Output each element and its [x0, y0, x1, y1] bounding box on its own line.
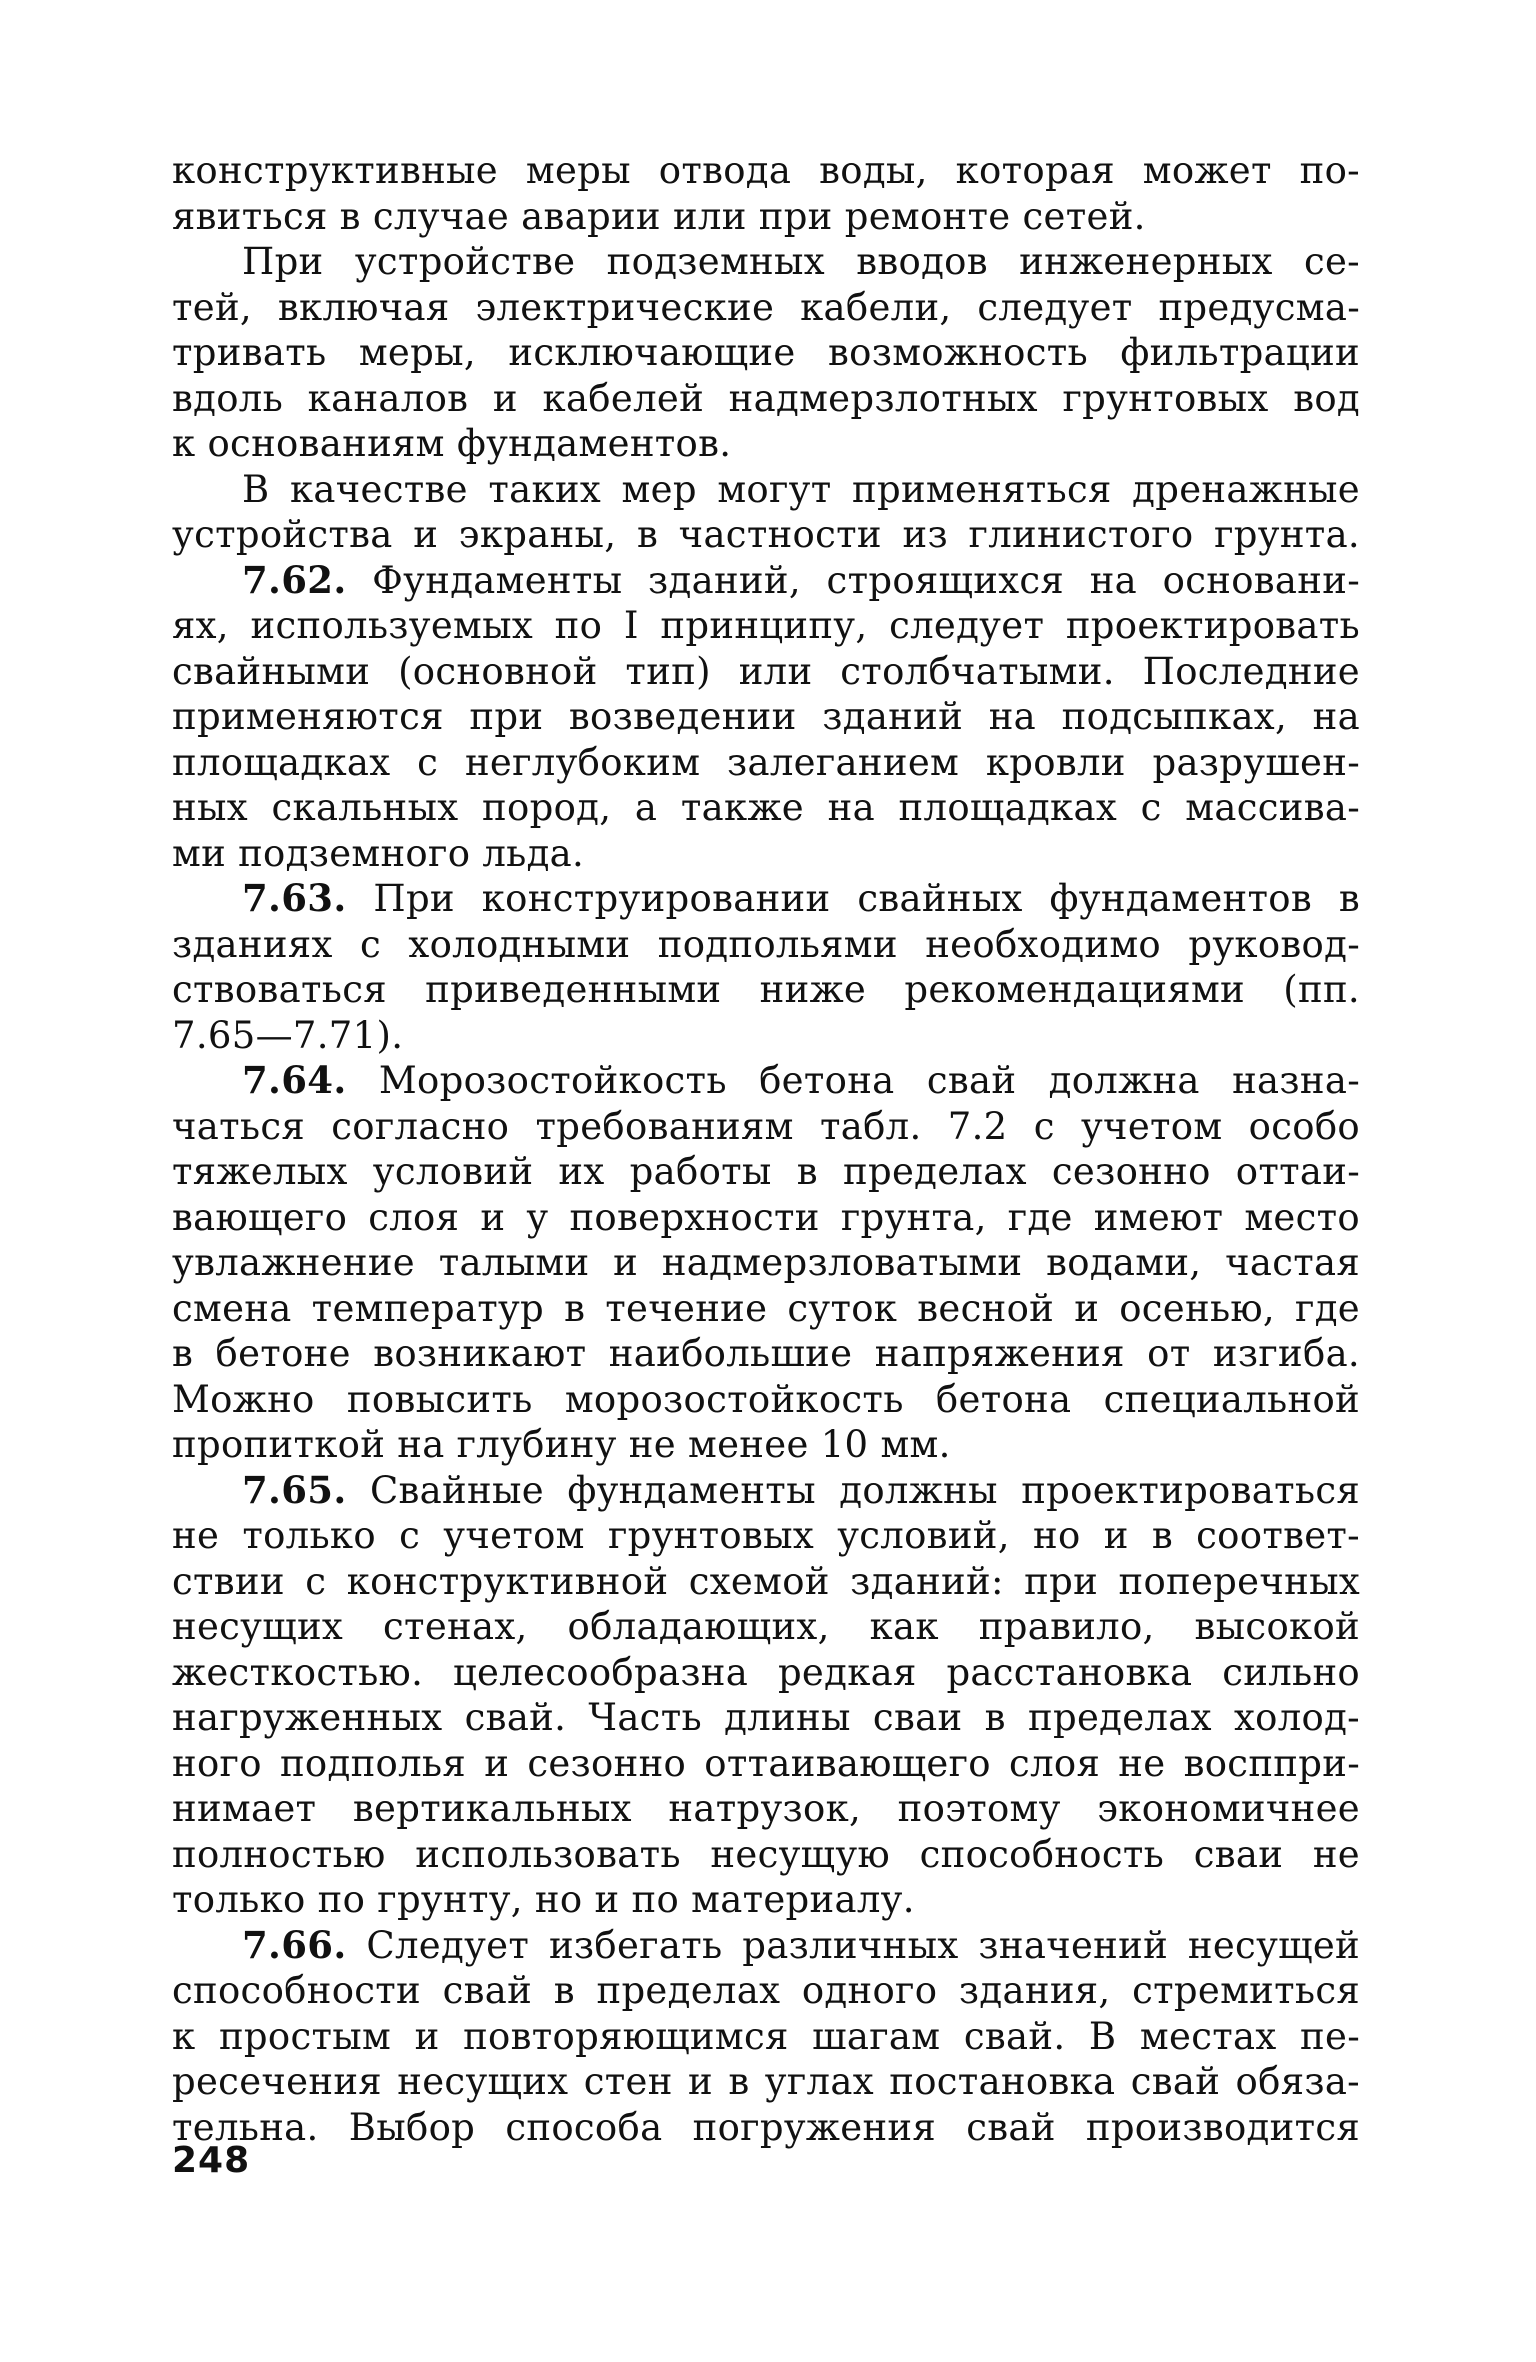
text-line: в бетоне возникают наибольшие напряжения от изгиба.	[172, 1332, 1360, 1375]
text-line	[172, 558, 1360, 604]
text-line: явиться в случае аварии или при ремонте сетей.	[172, 194, 1146, 238]
text-line: полностью использовать несущую способность сваи не	[172, 1832, 1360, 1876]
text-line: 7.65—7.71).	[172, 1013, 404, 1057]
text-line: нагруженных свай. Часть длины сваи в пределах холод-	[172, 1696, 1360, 1739]
text-line: ях, используемых по I принципу, следует проектировать	[172, 604, 1360, 647]
section-number: 7.62.	[242, 557, 347, 602]
text-line: Можно повысить морозостойкость бетона специальной	[172, 1377, 1360, 1421]
text-line: увлажнение талыми и надмерзловатыми водами, частая	[172, 1241, 1360, 1284]
text-line: площадках с неглубоким залеганием кровли разрушен-	[172, 740, 1360, 784]
text-line: тривать меры, исключающие возможность фильтрации	[172, 331, 1360, 374]
text-line: тяжелых условий их работы в пределах сезонно оттаи-	[172, 1150, 1360, 1193]
paragraph-7-64	[172, 1058, 1360, 1468]
line-text: Свайные фундаменты должны проектироваться	[369, 1468, 1360, 1512]
text-line	[172, 876, 1360, 922]
text-line: к основаниям фундаментов.	[172, 422, 732, 465]
section-number: 7.66.	[242, 1922, 347, 1967]
text-line: вдоль каналов и кабелей надмерзлотных грунтовых вод	[172, 376, 1360, 420]
text-line: ресечения несущих стен и в углах постановка свай обяза-	[172, 2060, 1360, 2103]
text-line	[172, 1923, 1360, 1969]
text-line: только по грунту, но и по материалу.	[172, 1878, 915, 1921]
text-line: не только с учетом грунтовых условий, но и в соответ-	[172, 1514, 1360, 1557]
paragraph	[172, 467, 1360, 558]
text-line: устройства и экраны, в частности из глинистого грунта.	[172, 513, 1360, 556]
text-line: тей, включая электрические кабели, следует предусма-	[172, 285, 1360, 329]
text-line: свайными (основной тип) или столбчатыми. Последние	[172, 649, 1360, 693]
text-line: ного подполья и сезонно оттаивающего слоя не восппри-	[172, 1741, 1360, 1785]
paragraph-7-65	[172, 1468, 1360, 1923]
paragraph-7-62	[172, 558, 1360, 877]
text-line: вающего слоя и у поверхности грунта, где имеют место	[172, 1195, 1360, 1239]
text-line: к простым и повторяющимся шагам свай. В местах пе-	[172, 2014, 1360, 2058]
section-number: 7.65.	[242, 1467, 347, 1512]
paragraph	[172, 148, 1360, 239]
text-line	[172, 1468, 1360, 1514]
text-line	[172, 1058, 1360, 1104]
text-line: В качестве таких мер могут применяться дренажные	[242, 467, 1360, 511]
text-line: смена температур в течение суток весной и осенью, где	[172, 1286, 1360, 1330]
section-number: 7.64.	[242, 1058, 347, 1102]
line-text: Фундаменты зданий, строящихся на основани-	[372, 558, 1361, 602]
paragraph-7-63	[172, 876, 1360, 1058]
text-line: пропиткой на глубину не менее 10 мм.	[172, 1423, 951, 1466]
line-text: Морозостойкость бетона свай должна назна-	[378, 1059, 1361, 1102]
text-line: ствоваться приведенными ниже рекомендациями (пп.	[172, 968, 1360, 1011]
line-text: Следует избегать различных значений несущей	[366, 1923, 1361, 1967]
text-line: нимает вертикальных натрузок, поэтому экономичнее	[172, 1787, 1360, 1830]
text-line: зданиях с холодными подпольями необходимо руковод-	[172, 922, 1360, 966]
paragraph-7-66	[172, 1923, 1360, 2151]
text-line: применяются при возведении зданий на подсыпках, на	[172, 695, 1360, 738]
text-line: чаться согласно требованиям табл. 7.2 с учетом особо	[172, 1104, 1360, 1148]
text-line: жесткостью. целесообразна редкая расстановка сильно	[172, 1650, 1360, 1694]
page-number: 248	[172, 2140, 251, 2181]
text-line: ми подземного льда.	[172, 831, 585, 875]
document-body	[172, 148, 1360, 2150]
text-line: конструктивные меры отвода воды, которая может по-	[172, 149, 1360, 192]
paragraph	[172, 239, 1360, 467]
text-line: способности свай в пределах одного здания, стремиться	[172, 1969, 1360, 2012]
line-text: При конструировании свайных фундаментов в	[373, 877, 1360, 920]
text-line: ных скальных пород, а также на площадках с массива-	[172, 786, 1360, 829]
text-line: несущих стенах, обладающих, как правило, высокой	[172, 1605, 1360, 1648]
text-line: При устройстве подземных вводов инженерных се-	[242, 240, 1360, 283]
text-line: тельна. Выбор способа погружения свай производится	[172, 2105, 1360, 2149]
section-number: 7.63.	[242, 876, 347, 920]
text-line: ствии с конструктивной схемой зданий: при поперечных	[172, 1559, 1360, 1603]
